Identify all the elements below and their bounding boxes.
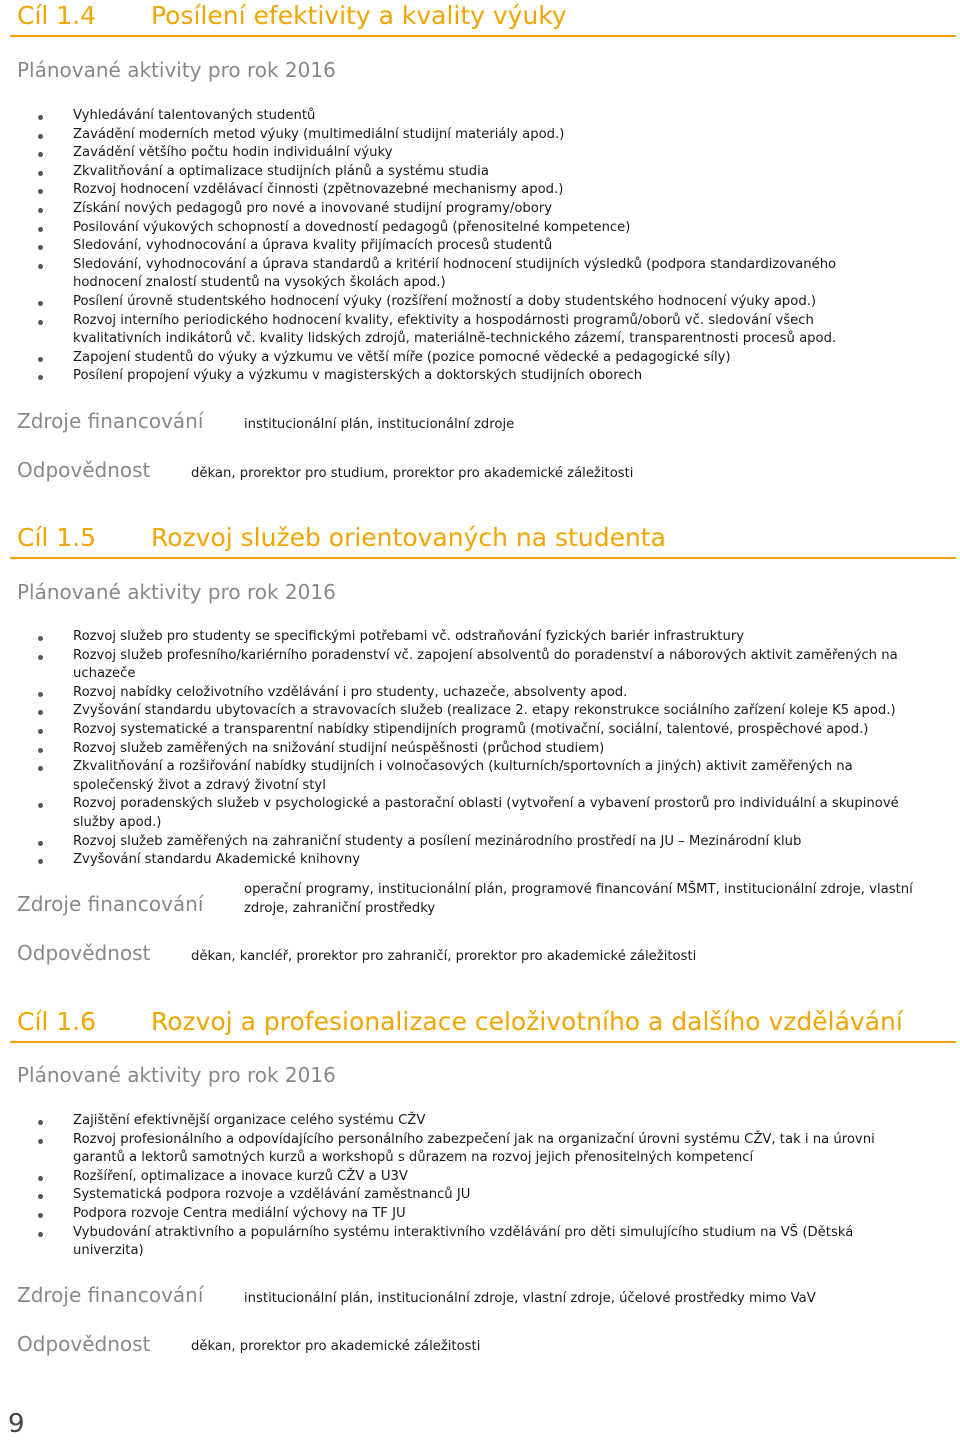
activity-text: Posilování výukových schopností a dovedností pedagogů (přenositelné kompetence) (73, 219, 631, 235)
list-item (0, 219, 900, 238)
bullet-icon (38, 1139, 43, 1144)
list-item (0, 1205, 900, 1224)
activity-text: Zavádění většího počtu hodin individuální výuky (73, 145, 393, 161)
list-item (0, 293, 900, 312)
activity-text: Vyhledávání talentovaných studentů (73, 108, 316, 123)
list-item (0, 181, 900, 200)
list-item (0, 349, 900, 368)
activity-text: Sledování, vyhodnocování a úprava kvality přijímacích procesů studentů (73, 238, 553, 254)
activity-text: Rozvoj služeb zaměřených na zahraniční studenty a posílení mezinárodního prostředí na JU – Mezinárodní klub (73, 833, 802, 849)
goal-number: Cíl 1.6 (17, 1007, 97, 1036)
funding-label: Zdroje financování (17, 1283, 204, 1307)
responsibility-value: děkan, kancléř, prorektor pro zahraničí, prorektor pro akademické záležitosti (191, 949, 697, 964)
activity-list (0, 1112, 900, 1261)
list-item (0, 126, 900, 145)
bullet-icon (38, 1176, 43, 1181)
list-item (0, 367, 900, 386)
bullet-icon (38, 245, 43, 250)
bullet-icon (38, 655, 43, 660)
activity-text: Rozvoj služeb pro studenty se specifickými potřebami vč. odstraňování fyzických bariér infrastruktury (73, 629, 745, 644)
bullet-icon (38, 264, 43, 269)
bullet-icon (38, 227, 43, 232)
bullet-icon (38, 357, 43, 362)
bullet-icon (38, 134, 43, 139)
list-item (0, 721, 900, 740)
list-item (0, 1168, 900, 1187)
bullet-icon (38, 710, 43, 715)
activity-text: Zkvalitňování a rozšiřování nabídky studijních i volnočasových (kulturních/sportovních a jiných) aktivit zaměřených na společenský život a zdravý životní styl (73, 759, 853, 793)
goal-divider (10, 35, 956, 37)
bullet-icon (38, 692, 43, 697)
activity-text: Zavádění moderních metod výuky (multimediální studijní materiály apod.) (73, 126, 565, 142)
bullet-icon (38, 1120, 43, 1125)
page-number: 9 (8, 1409, 25, 1439)
list-item (0, 1186, 900, 1205)
bullet-icon (38, 301, 43, 306)
activity-text: Podpora rozvoje Centra mediální výchovy na TF JU (73, 1205, 406, 1221)
activity-text: Zvyšování standardu Akademické knihovny (73, 852, 361, 868)
funding-value: operační programy, institucionální plán, programové financování MŠMT, institucionální zdroje, vlastní zdroje, zahraniční prostředky (244, 882, 913, 916)
goal-number: Cíl 1.5 (17, 523, 97, 552)
list-item (0, 1112, 900, 1131)
goal-divider (10, 557, 956, 559)
activity-text: Zapojení studentů do výuky a výzkumu ve větší míře (pozice pomocné vědecké a pedagogické síly) (73, 349, 731, 365)
bullet-icon (38, 171, 43, 176)
activity-text: Posílení propojení výuky a výzkumu v magisterských a doktorských studijních oborech (73, 368, 643, 384)
activity-text: Rozvoj hodnocení vzdělávací činnosti (zpětnovazebné mechanismy apod.) (73, 182, 564, 198)
bullet-icon (38, 1232, 43, 1237)
activity-text: Rozvoj systematické a transparentní nabídky stipendijních programů (motivační, sociální, talentové, prospěchové apod.) (73, 721, 869, 737)
funding-label: Zdroje financování (17, 409, 204, 433)
goal-title: Rozvoj a profesionalizace celoživotního a dalšího vzdělávání (151, 1007, 903, 1036)
list-item (0, 758, 900, 795)
list-item (0, 107, 900, 126)
activity-text: Rozvoj služeb profesního/kariérního poradenství vč. zapojení absolventů do poradenství a náborových aktivit zaměřených na uchazeče (73, 647, 898, 682)
responsibility-value: děkan, prorektor pro akademické záležitosti (191, 1339, 481, 1354)
list-item (0, 795, 900, 832)
list-item (0, 851, 900, 870)
activity-text: Získání nových pedagogů pro nové a inovované studijní programy/obory (73, 200, 553, 216)
bullet-icon (38, 320, 43, 325)
goal-header (0, 0, 960, 38)
bullet-icon (38, 208, 43, 213)
activity-text: Rozvoj profesionálního a odpovídajícího personálního zabezpečení jak na organizační úrovni systému CŽV, tak i na úrovni garantů a lektorů samotných kurzů a workshopů s důrazem na rozvoj jejich přenositelných kompetencí (73, 1131, 875, 1166)
bullet-icon (38, 152, 43, 157)
list-item (0, 312, 900, 349)
bullet-icon (38, 729, 43, 734)
activity-text: Rozvoj poradenských služeb v psychologické a pastorační oblasti (vytvoření a vybavení prostorů pro individuální a skupinové služby apod.) (73, 796, 899, 830)
activity-text: Zvyšování standardu ubytovacích a stravovacích služeb (realizace 2. etapy rekonstrukce sociálního zařízení koleje K5 apod.) (73, 703, 896, 719)
list-item (0, 740, 900, 759)
list-item (0, 1131, 900, 1168)
funding-label: Zdroje financování (17, 892, 204, 916)
activity-text: Rozvoj nabídky celoživotního vzdělávání i pro studenty, uchazeče, absolventy apod. (73, 684, 628, 700)
activity-text: Rozvoj interního periodického hodnocení kvality, efektivity a hospodárnosti programů/oborů vč. sledování všech kvalitativních indikátorů vč. kvality lidských zdrojů, materiálně-technického zázemí, transparentnosti procesů apod. (73, 312, 837, 347)
bullet-icon (38, 1194, 43, 1199)
list-item (0, 1224, 900, 1261)
responsibility-label: Odpovědnost (17, 1332, 151, 1356)
list-item (0, 684, 900, 703)
list-item (0, 833, 900, 852)
activity-text: Zajištění efektivnější organizace celého systému CŽV (73, 1113, 426, 1128)
list-item (0, 163, 900, 182)
list-item (0, 256, 900, 293)
list-item (0, 237, 900, 256)
activity-text: Rozšíření, optimalizace a inovace kurzů CŽV a U3V (73, 1168, 408, 1184)
goal-number: Cíl 1.4 (17, 1, 97, 30)
goal-header (0, 522, 960, 560)
activity-text: Rozvoj služeb zaměřených na snižování studijní neúspěšnosti (průchod studiem) (73, 740, 605, 756)
bullet-icon (38, 189, 43, 194)
bullet-icon (38, 803, 43, 808)
bullet-icon (38, 748, 43, 753)
activity-text: Systematická podpora rozvoje a vzdělávání zaměstnanců JU (73, 1187, 471, 1203)
plan-heading: Plánované aktivity pro rok 2016 (17, 580, 336, 604)
activity-text: Posílení úrovně studentského hodnocení výuky (rozšíření možností a doby studentského hodnocení výuky apod.) (73, 293, 817, 309)
bullet-icon (38, 841, 43, 846)
responsibility-value: děkan, prorektor pro studium, prorektor pro akademické záležitosti (191, 466, 634, 481)
funding-value: institucionální plán, institucionální zdroje (244, 417, 515, 432)
bullet-icon (38, 766, 43, 771)
activity-text: Sledování, vyhodnocování a úprava standardů a kritérií hodnocení studijních výsledků (podpora standardizovaného hodnocení znalostí studentů na vysokých školách apod.) (73, 256, 837, 291)
goal-title: Posílení efektivity a kvality výuky (151, 1, 567, 30)
list-item (0, 200, 900, 219)
list-item (0, 702, 900, 721)
bullet-icon (38, 375, 43, 380)
activity-text: Vybudování atraktivního a populárního systému interaktivního vzdělávání pro děti simulujícího studium na VŠ (Dětská univerzita) (73, 1224, 854, 1259)
bullet-icon (38, 1213, 43, 1218)
responsibility-label: Odpovědnost (17, 941, 151, 965)
bullet-icon (38, 115, 43, 120)
goal-title: Rozvoj služeb orientovaných na studenta (151, 523, 666, 552)
funding-value: institucionální plán, institucionální zdroje, vlastní zdroje, účelové prostředky mimo VaV (244, 1291, 816, 1306)
list-item (0, 144, 900, 163)
activity-list (0, 628, 900, 870)
plan-heading: Plánované aktivity pro rok 2016 (17, 58, 336, 82)
goal-header (0, 1006, 960, 1044)
responsibility-label: Odpovědnost (17, 458, 151, 482)
bullet-icon (38, 859, 43, 864)
activity-list (0, 107, 900, 386)
goal-divider (10, 1041, 956, 1043)
plan-heading: Plánované aktivity pro rok 2016 (17, 1063, 336, 1087)
list-item (0, 628, 900, 647)
activity-text: Zkvalitňování a optimalizace studijních plánů a systému studia (73, 163, 489, 179)
list-item (0, 647, 900, 684)
bullet-icon (38, 636, 43, 641)
